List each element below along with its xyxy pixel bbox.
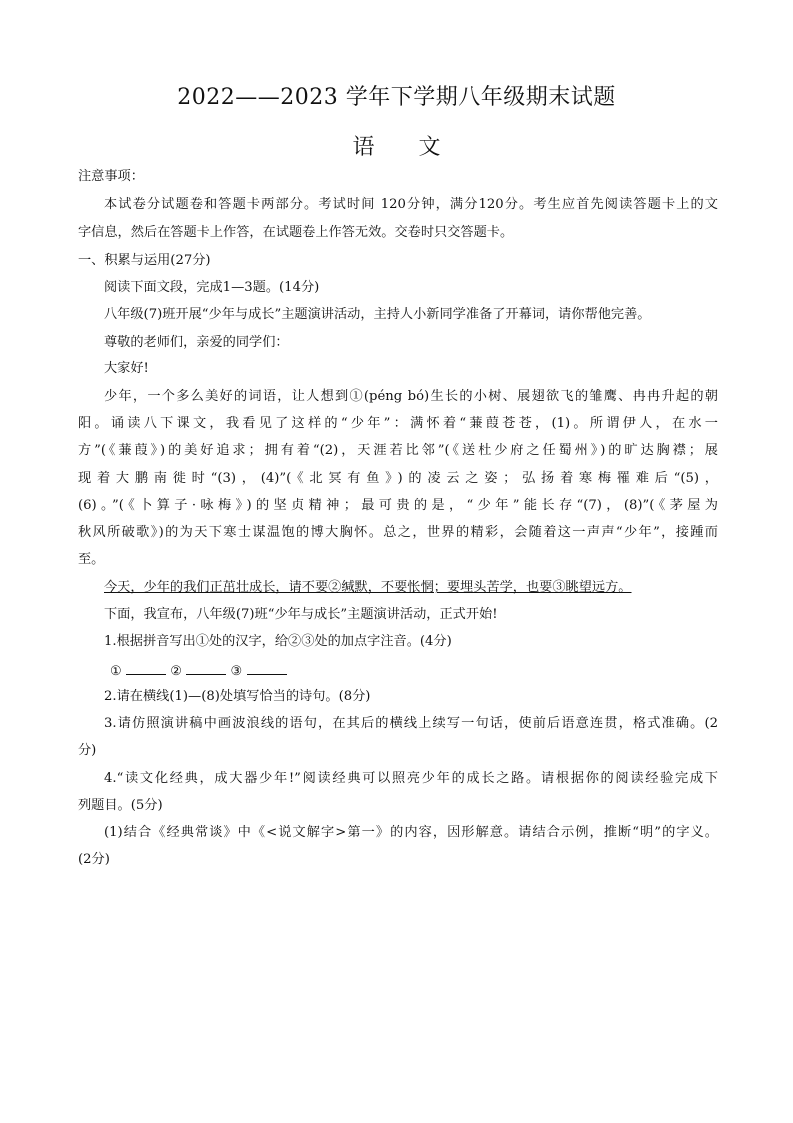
hello-line: 大家好!: [104, 361, 149, 376]
announcement: 下面，我宣布，八年级(7)班“少年与成长”主题演讲活动，正式开始!: [104, 607, 498, 622]
activity-intro: 八年级(7)班开展“少年与成长”主题演讲活动，主持人小新同学准备了开幕词，请你帮他完善。: [104, 307, 651, 322]
subject-char-2: 文: [418, 135, 441, 160]
notice-label: 注意事项：: [78, 169, 144, 184]
answer-blank-2[interactable]: [186, 662, 226, 675]
question-3: 3.请仿照演讲稿中画波浪线的语句，在其后的横线上续写一句话，使前后语意连贯，格式准确。(2: [104, 716, 718, 731]
blank-label-1: ①: [110, 664, 122, 679]
passage-line: 方”(《蒹葭》)的美好追求；拥有着“(2)，天涯若比邻”(《送杜少府之任蜀州》)的旷达胸襟；展: [78, 443, 718, 458]
subject-heading: [0, 130, 793, 161]
question-1: 1.根据拼音写出①处的汉字，给②③处的加点字注音。(4分): [104, 634, 452, 649]
section-heading: 一、积累与运用(27分): [78, 253, 211, 268]
question-2: 2.请在横线(1)—(8)处填写恰当的诗句。(8分): [104, 689, 371, 704]
greeting: 尊敬的老师们，亲爱的同学们：: [104, 335, 289, 350]
passage-line: 秋风所破歌》)的为天下寒士谋温饱的博大胸怀。总之，世界的精彩，会随着这一声声“少年”，接踵而: [78, 525, 718, 540]
question-4-1-cont: (2分): [78, 852, 110, 867]
exam-title: 2022——2023 学年下学期八年级期末试题: [177, 85, 616, 110]
answer-blank-1[interactable]: [126, 662, 166, 675]
passage-line: 阳。诵读八下课文，我看见了这样的“少年”：满怀着“蒹葭苍苍，(1)。所谓伊人，在水一: [78, 416, 718, 431]
notice-line-2: 字信息，然后在答题卡上作答，在试题卷上作答无效。交卷时只交答题卡。: [78, 225, 514, 240]
question-4-cont: 列题目。(5分): [78, 798, 163, 813]
notice-line-1: 本试卷分试题卷和答题卡两部分。考试时间 120分钟，满分120分。考生应首先阅读答题卡上的文: [104, 197, 718, 212]
passage-line: 现着大鹏南徙时“(3)，(4)”(《北冥有鱼》)的凌云之姿；弘扬着寒梅罹难后“(5)，: [78, 471, 718, 486]
passage-line: 至。: [78, 552, 105, 567]
wavy-sentence: 今天，少年的我们正茁壮成长，请不要②缄默，不要怅惘；要埋头苦学，也要③眺望远方。: [104, 580, 632, 595]
question-3-cont: 分): [78, 743, 97, 758]
question-4-1: (1)结合《经典常谈》中《<说文解字>第一》的内容，因形解意。请结合示例，推断“明”的字义。: [104, 825, 718, 840]
passage-line: 少年，一个多么美好的词语，让人想到①(péng bó)生长的小树、展翅欲飞的雏鹰、冉冉升起的朝: [104, 389, 718, 404]
blank-label-3: ③: [230, 664, 243, 679]
reading-instruction: 阅读下面文段，完成1—3题。(14分): [104, 280, 320, 295]
passage-line: (6)。”(《卜算子·咏梅》)的坚贞精神；最可贵的是，“少年”能长存“(7)，(8)”(《茅屋为: [78, 498, 718, 513]
answer-blank-3[interactable]: [247, 662, 287, 675]
question-4: 4.“读文化经典，成大器少年!”阅读经典可以照亮少年的成长之路。请根据你的阅读经验完成下: [104, 771, 718, 786]
blank-label-2: ②: [170, 664, 183, 679]
subject-char-1: 语: [352, 135, 375, 160]
q1-answer-blanks: [110, 662, 410, 678]
